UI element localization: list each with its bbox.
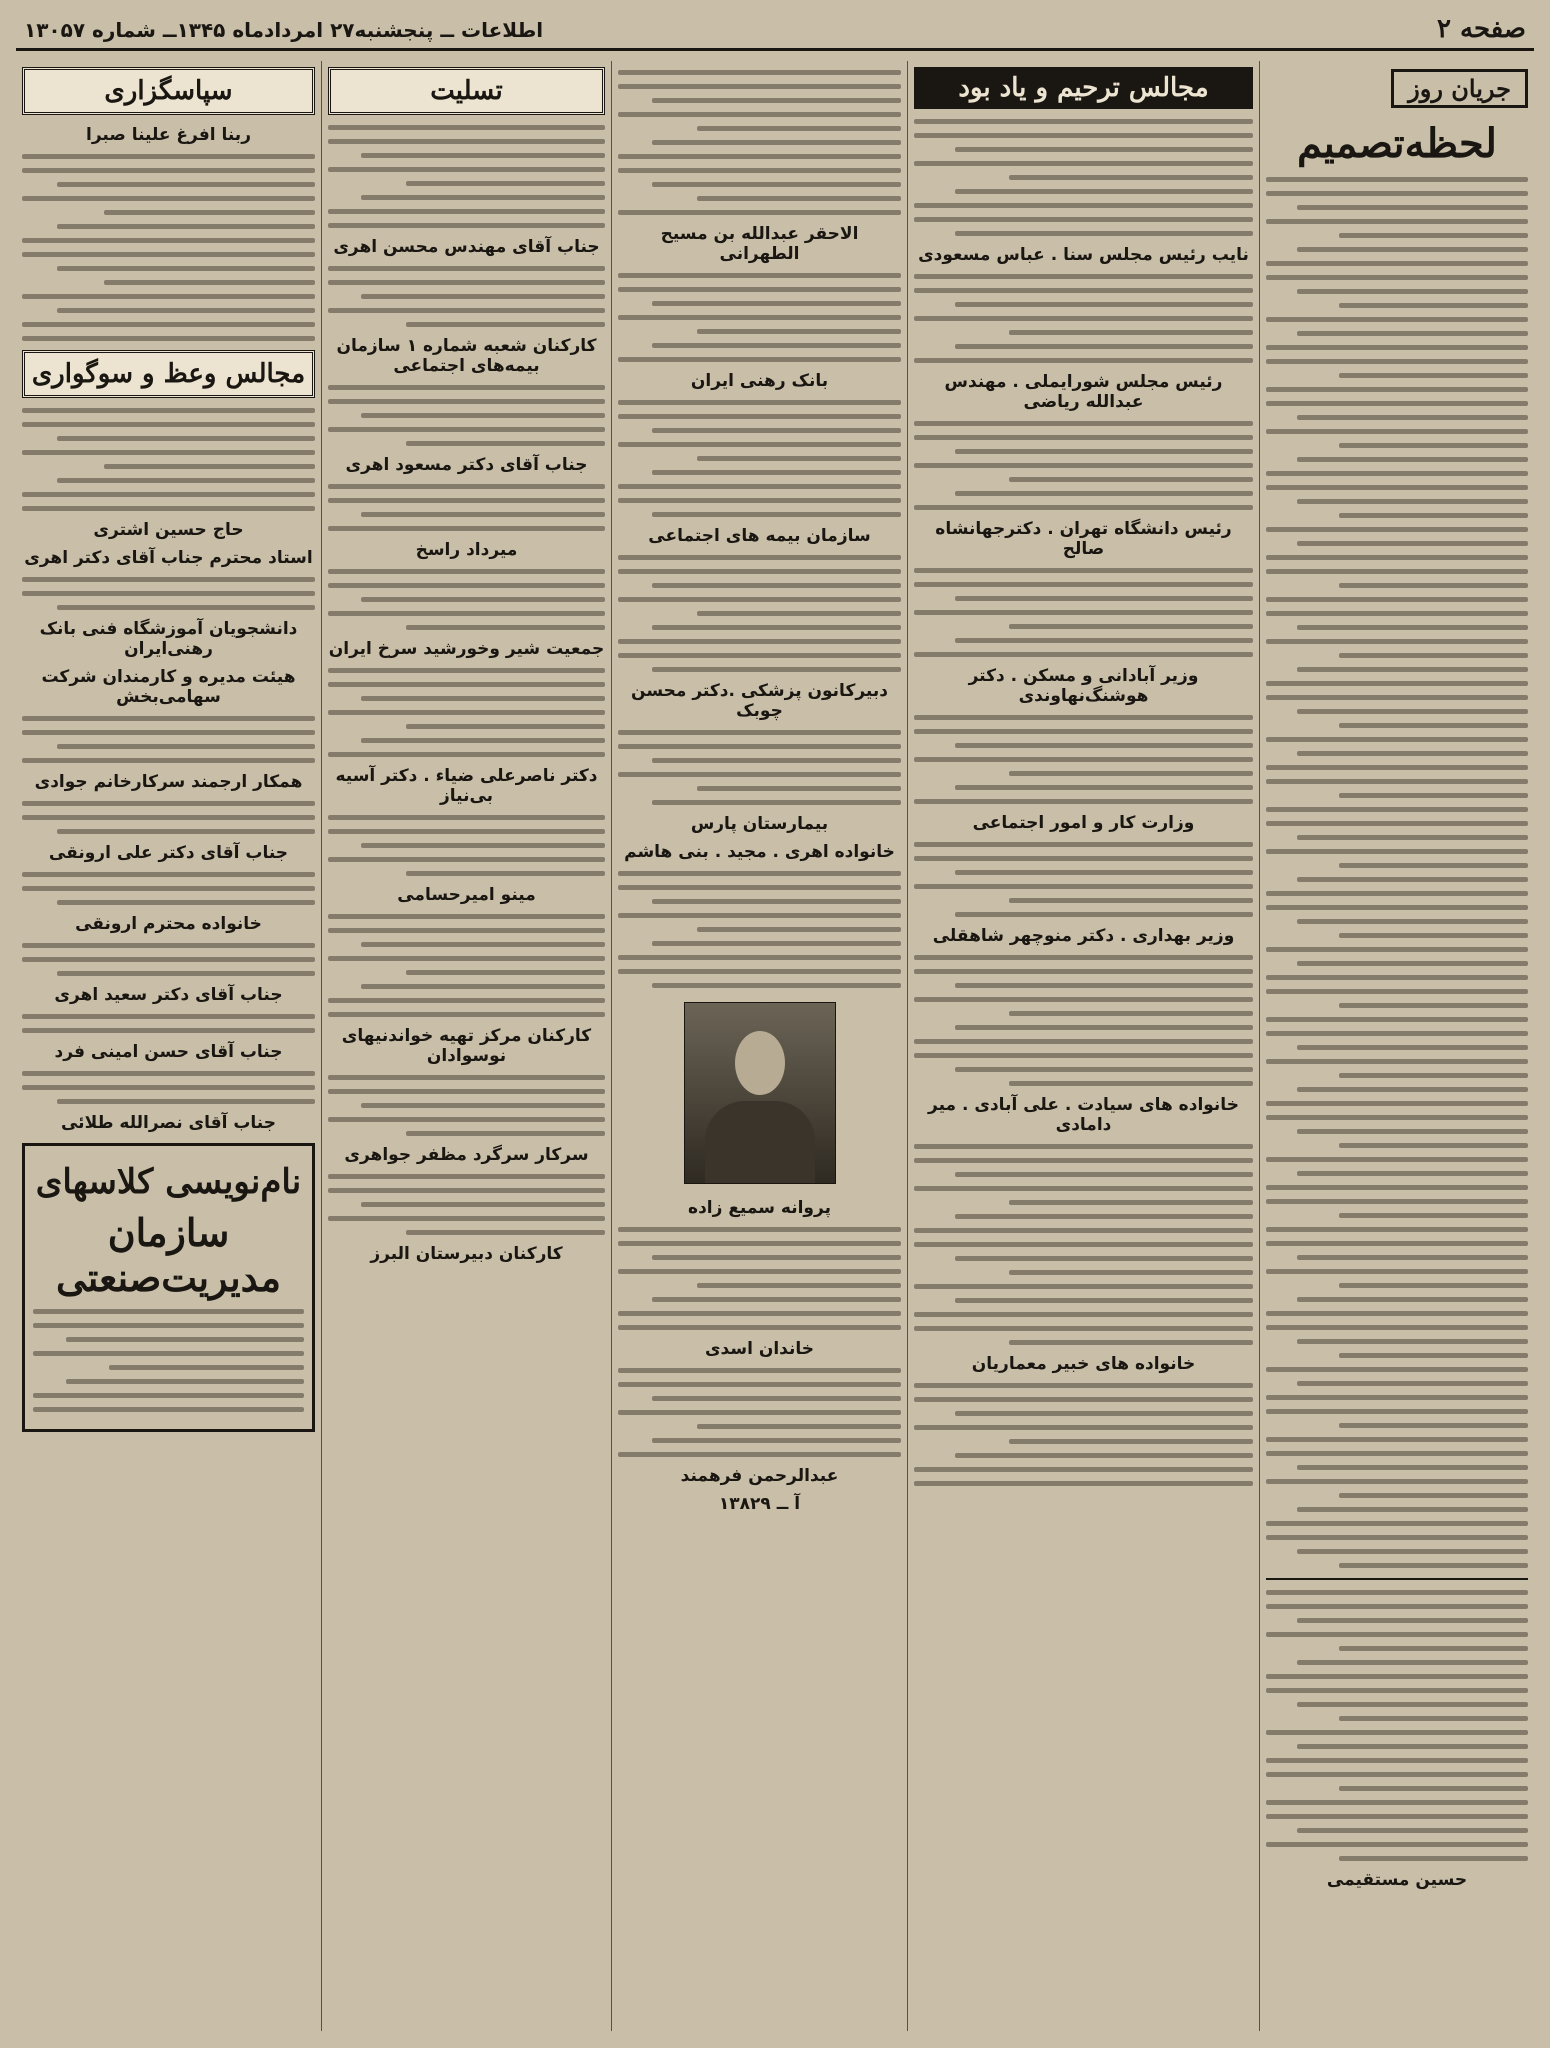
notice-heading: خانواده اهری . مجید . بنی هاشم [624, 842, 895, 862]
notice-heading: خانواده محترم ارونقی [75, 914, 262, 934]
notice-heading: عبدالرحمن فرهمند [680, 1466, 839, 1486]
notice-heading: استاد محترم جناب آقای دکتر اهری [24, 548, 313, 568]
notice-body [618, 1227, 901, 1330]
notice-body [618, 730, 901, 805]
notice-body [22, 1071, 315, 1104]
notice-heading: خانواده های خبیر معماریان [971, 1354, 1196, 1374]
notice-body [914, 715, 1253, 804]
section-banner: مجالس وعظ و سوگواری [22, 350, 315, 398]
section-banner: مجالس ترحیم و یاد بود [914, 67, 1253, 109]
notice-body [328, 668, 605, 757]
notice-heading: کارکنان شعبه شماره ۱ سازمان بیمه‌های اجتماعی [336, 336, 597, 376]
notice-heading: جناب آقای نصرالله طلائی [60, 1113, 276, 1133]
notice-body [914, 955, 1253, 1086]
notice-heading: جناب آقای دکتر مسعود اهری [345, 455, 588, 475]
column-title: جریان روز [1391, 69, 1528, 108]
notice-body [328, 815, 605, 876]
notice-body [914, 274, 1253, 363]
notice-body [618, 555, 901, 672]
notice-heading: وزارت کار و امور اجتماعی [972, 813, 1195, 833]
notice-heading: خاندان اسدی [704, 1339, 815, 1359]
editorial-headline: لحظه‌تصمیم [1297, 120, 1497, 167]
column-memorial [908, 61, 1260, 2031]
notice-body [328, 914, 605, 1017]
notice-heading: هیئت مدیره و کارمندان شرکت سهامی‌بخش [41, 667, 296, 707]
notice-heading: بیمارستان پارس [690, 814, 829, 834]
notice-body [618, 871, 901, 988]
notice-heading: دکتر ناصرعلی ضیاء . دکتر آسیه بی‌نیاز [335, 766, 598, 806]
advertisement-box [22, 1143, 315, 1432]
dateline: اطلاعات ــ پنجشنبه۲۷ امردادماه ۱۳۴۵ــ شماره ۱۳۰۵۷ [24, 18, 544, 42]
section-banner: تسلیت [328, 67, 605, 115]
portrait-photo [684, 1002, 836, 1184]
editorial-signature: حسین مستقیمی [1326, 1870, 1468, 1890]
notice-heading: جناب آقای مهندس محسن اهری [333, 237, 600, 257]
notice-body [22, 801, 315, 834]
notice-heading: مینو امیرحسامی [397, 885, 536, 905]
notice-heading: رئیس دانشگاه تهران . دکترجهانشاه صالح [935, 519, 1232, 559]
notice-body [914, 1383, 1253, 1486]
notice-heading: کارکنان دبیرستان البرز [370, 1244, 563, 1264]
masthead [16, 14, 1534, 51]
notice-heading: خانواده های سیادت . علی آبادی . میر دامادی [928, 1095, 1239, 1135]
ad-title-line2: سازمان مدیریت‌صنعتی [56, 1210, 281, 1300]
notice-heading: وزیر بهداری . دکتر منوچهر شاهقلی [932, 926, 1235, 946]
divider [1266, 1578, 1528, 1580]
column-memorial-2 [612, 61, 908, 2031]
notice-heading: جمعیت شیر وخورشید سرخ ایران [328, 639, 605, 659]
editorial-body [1266, 177, 1528, 1568]
notice-body [618, 273, 901, 362]
notice-heading: همکار ارجمند سرکارخانم جوادی [34, 772, 303, 792]
notice-body [22, 577, 315, 610]
notice-body [22, 1014, 315, 1033]
footer-code: آ ــ ۱۳۸۲۹ [718, 1494, 801, 1514]
notice-heading: سرکار سرگرد مظفر جواهری [344, 1145, 589, 1165]
notice-heading: دانشجویان آموزشگاه فنی بانک رهنی‌ایران [39, 619, 298, 659]
notice-body [328, 484, 605, 531]
notice-heading: سازمان بیمه های اجتماعی [648, 526, 871, 546]
notice-body [328, 266, 605, 327]
notice-body [328, 569, 605, 630]
notice-body [1266, 1590, 1528, 1861]
notice-body [22, 716, 315, 763]
notice-body [914, 568, 1253, 657]
notice-body [914, 119, 1253, 236]
notice-heading: کارکنان مرکز تهیه خواندنیهای نوسوادان [341, 1026, 592, 1066]
notice-heading: میرداد راسخ [415, 540, 518, 560]
notice-heading: جناب آقای دکتر علی ارونقی [48, 843, 289, 863]
ad-body [33, 1309, 304, 1412]
notice-body [914, 421, 1253, 510]
section-banner: سپاسگزاری [22, 67, 315, 115]
notice-heading: دبیرکانون پزشکی .دکتر محسن چوبک [631, 681, 888, 721]
notice-body [618, 70, 901, 215]
notice-heading: وزیر آبادانی و مسکن . دکتر هوشنگ‌نهاوندی [968, 666, 1199, 706]
notice-body [328, 385, 605, 446]
ad-title-line1: نام‌نویسی کلاسهای [35, 1162, 302, 1202]
notice-body [328, 1174, 605, 1235]
notice-heading: الاحقر عبدالله بن مسیح الطهرانی [660, 224, 859, 264]
notice-body [328, 125, 605, 228]
notice-body [22, 943, 315, 976]
notice-heading: پروانه سمیع زاده [688, 1198, 831, 1218]
notice-body [328, 1075, 605, 1136]
column-thanks [16, 61, 322, 2031]
notice-heading: جناب آقای حسن امینی فرد [54, 1042, 283, 1062]
notice-body [914, 1144, 1253, 1345]
notice-heading: ربنا افرغ علینا صبرا [86, 125, 251, 145]
notice-heading: حاج حسین اشتری [93, 520, 244, 540]
notice-body [618, 1368, 901, 1457]
page-number: صفحه ۲ [1437, 14, 1526, 44]
notice-heading: جناب آقای دکتر سعید اهری [54, 985, 283, 1005]
columns [16, 61, 1534, 2031]
notice-heading: رئیس مجلس شورایملی . مهندس عبدالله ریاضی [944, 372, 1223, 412]
notice-heading: نایب رئیس مجلس سنا . عباس مسعودی [918, 245, 1249, 265]
notice-body [914, 842, 1253, 917]
notice-heading: بانک رهنی ایران [690, 371, 829, 391]
column-condolences [322, 61, 612, 2031]
notice-body [618, 400, 901, 517]
column-editorial [1260, 61, 1534, 2031]
notice-body [22, 154, 315, 341]
notice-body [22, 408, 315, 511]
notice-body [22, 872, 315, 905]
